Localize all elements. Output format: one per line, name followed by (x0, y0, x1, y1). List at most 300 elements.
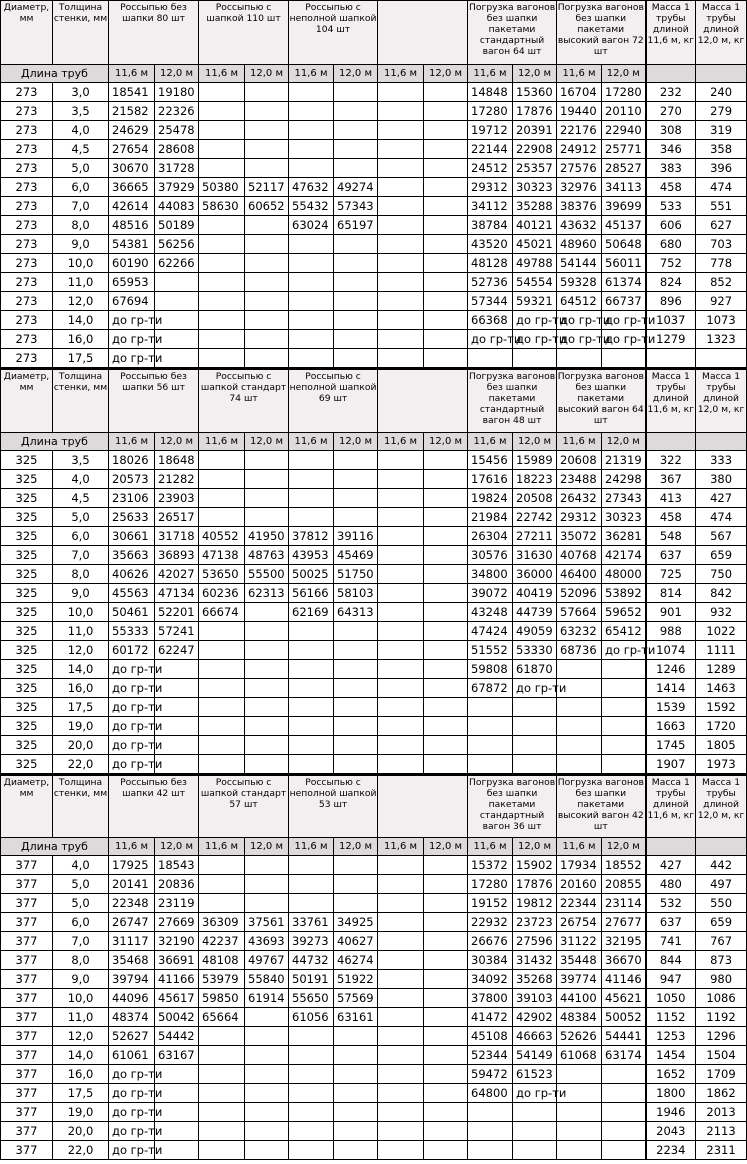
table-cell (334, 698, 378, 717)
table-cell: 7,0 (53, 932, 109, 951)
table-cell: 53330 (513, 641, 557, 660)
table-cell: 50052 (602, 1008, 646, 1027)
table-cell: 61056 (289, 1008, 334, 1027)
table-cell (378, 622, 424, 641)
table-cell: 24629 (109, 121, 155, 140)
table-cell (245, 102, 289, 121)
table-cell (378, 1141, 424, 1160)
table-cell: 9,0 (53, 235, 109, 254)
wall-thickness-header: Толщина стенки, мм (53, 775, 109, 838)
length-12-0: 12,0 м (602, 65, 646, 83)
table-cell (378, 856, 424, 875)
table-cell (424, 603, 468, 622)
table-cell (289, 159, 334, 178)
table-cell (378, 717, 424, 736)
table-cell: 39116 (334, 527, 378, 546)
table-row (1, 1084, 747, 1103)
table-cell (199, 1122, 245, 1141)
table-row (1, 679, 747, 698)
table-cell (424, 584, 468, 603)
table-cell (378, 603, 424, 622)
table-cell: 814 (646, 584, 696, 603)
table-cell: 42902 (513, 1008, 557, 1027)
table-cell: 27343 (602, 489, 646, 508)
table-cell (378, 932, 424, 951)
table-cell: 54144 (557, 254, 602, 273)
length-11-6: 11,6 м (378, 838, 424, 856)
table-cell: до гр-ти (513, 330, 557, 349)
table-cell: 2113 (696, 1122, 747, 1141)
table-cell: 35288 (513, 197, 557, 216)
table-cell: 36893 (155, 546, 199, 565)
table-cell: 18543 (155, 856, 199, 875)
table-cell: 1086 (696, 989, 747, 1008)
table-cell: 5,0 (53, 508, 109, 527)
table-cell (378, 546, 424, 565)
table-cell: 17876 (513, 102, 557, 121)
table-cell (378, 254, 424, 273)
table-cell: 21319 (602, 451, 646, 470)
table-cell (424, 121, 468, 140)
table-cell: 824 (646, 273, 696, 292)
table-cell: 54381 (109, 235, 155, 254)
table-cell: 901 (646, 603, 696, 622)
table-cell (334, 1122, 378, 1141)
table-cell: 22908 (513, 140, 557, 159)
table-cell (199, 254, 245, 273)
table-row (1, 254, 747, 273)
table-cell: 15372 (468, 856, 513, 875)
table-cell (424, 894, 468, 913)
table-cell: 22326 (155, 102, 199, 121)
table-cell: 43953 (289, 546, 334, 565)
table-cell: 20110 (602, 102, 646, 121)
table-cell (245, 856, 289, 875)
table-cell (557, 717, 602, 736)
table-cell: 1652 (646, 1065, 696, 1084)
table-cell: 44100 (557, 989, 602, 1008)
table-cell: 27596 (513, 932, 557, 951)
table-cell: 427 (646, 856, 696, 875)
table-cell (334, 273, 378, 292)
table-cell: 377 (1, 1046, 53, 1065)
length-11-6: 11,6 м (289, 838, 334, 856)
table-cell: 52201 (155, 603, 199, 622)
table-cell (289, 273, 334, 292)
table-cell: 5,0 (53, 894, 109, 913)
table-cell: 4,5 (53, 140, 109, 159)
table-cell: 9,0 (53, 970, 109, 989)
length-11-6: 11,6 м (378, 433, 424, 451)
table-cell: 1907 (646, 755, 696, 775)
table-row (1, 83, 747, 102)
table-cell (245, 875, 289, 894)
table-cell (334, 641, 378, 660)
table-cell: 47632 (289, 178, 334, 197)
table-cell: 17876 (513, 875, 557, 894)
table-cell (513, 1141, 557, 1160)
table-cell: 39774 (557, 970, 602, 989)
length-12-0: 12,0 м (245, 838, 289, 856)
table-cell (289, 679, 334, 698)
table-cell: 26517 (155, 508, 199, 527)
standard-wagon-header: Погрузка вагонов без шапки пакетами стандартный вагон 64 шт (468, 1, 557, 65)
table-cell: 3,0 (53, 83, 109, 102)
table-cell (334, 875, 378, 894)
table-cell (378, 1046, 424, 1065)
table-cell: 53650 (199, 565, 245, 584)
table-cell: 50461 (109, 603, 155, 622)
table-cell: 270 (646, 102, 696, 121)
table-cell: 497 (696, 875, 747, 894)
table-cell: 44096 (109, 989, 155, 1008)
table-cell: 20508 (513, 489, 557, 508)
table-cell (334, 660, 378, 679)
table-cell: 20391 (513, 121, 557, 140)
table-cell (424, 178, 468, 197)
table-cell: 273 (1, 273, 53, 292)
table-cell: 55650 (289, 989, 334, 1008)
table-cell (245, 311, 289, 330)
length-12-0: 12,0 м (602, 433, 646, 451)
table-cell: 60172 (109, 641, 155, 660)
table-cell (424, 1065, 468, 1084)
table-cell: 377 (1, 1084, 53, 1103)
length-12-0: 12,0 м (424, 838, 468, 856)
table-cell: 44083 (155, 197, 199, 216)
table-cell: 1323 (696, 330, 747, 349)
table-cell (199, 292, 245, 311)
table-cell: 377 (1, 1141, 53, 1160)
table-cell (289, 717, 334, 736)
table-cell: 61914 (245, 989, 289, 1008)
table-cell: 49788 (513, 254, 557, 273)
table-cell: 63232 (557, 622, 602, 641)
table-cell: 48516 (109, 216, 155, 235)
table-cell: 377 (1, 1065, 53, 1084)
table-cell: 659 (696, 546, 747, 565)
table-cell (289, 1046, 334, 1065)
table-row (1, 641, 747, 660)
table-row (1, 1046, 747, 1065)
table-cell (334, 894, 378, 913)
length-11-6: 11,6 м (557, 838, 602, 856)
table-cell (334, 470, 378, 489)
table-cell: 1539 (646, 698, 696, 717)
table-cell (424, 311, 468, 330)
table-cell (424, 140, 468, 159)
table-cell (289, 641, 334, 660)
table-cell: 19,0 (53, 1103, 109, 1122)
table-cell: 36691 (155, 951, 199, 970)
table-cell: 319 (696, 121, 747, 140)
table-cell (334, 679, 378, 698)
table-cell (602, 1065, 646, 1084)
table-cell: 51750 (334, 565, 378, 584)
table-cell (334, 451, 378, 470)
table-cell: 842 (696, 584, 747, 603)
mass-sub-blank (646, 838, 696, 856)
table-cell (378, 216, 424, 235)
table-cell: 377 (1, 1122, 53, 1141)
table-row (1, 121, 747, 140)
table-cell: 51922 (334, 970, 378, 989)
table-cell: 11,0 (53, 273, 109, 292)
length-11-6: 11,6 м (199, 65, 245, 83)
table-cell (334, 1084, 378, 1103)
table-cell: 377 (1, 894, 53, 913)
table-cell: 752 (646, 254, 696, 273)
table-cell: 31630 (513, 546, 557, 565)
table-cell (334, 1046, 378, 1065)
table-cell: 54442 (155, 1027, 199, 1046)
table-cell (245, 292, 289, 311)
table-cell (245, 1141, 289, 1160)
table-cell: 46274 (334, 951, 378, 970)
table-row (1, 875, 747, 894)
table-cell: 54554 (513, 273, 557, 292)
table-cell (334, 292, 378, 311)
table-cell (378, 121, 424, 140)
table-cell: 5,0 (53, 159, 109, 178)
table-cell: 12,0 (53, 292, 109, 311)
table-cell (289, 349, 334, 369)
table-cell: 273 (1, 159, 53, 178)
table-cell: 65664 (199, 1008, 245, 1027)
table-cell (378, 1027, 424, 1046)
table-cell: 767 (696, 932, 747, 951)
table-cell (513, 1103, 557, 1122)
table-cell: 55840 (245, 970, 289, 989)
table-cell: 1253 (646, 1027, 696, 1046)
table-cell: 35448 (557, 951, 602, 970)
table-cell (245, 1065, 289, 1084)
table-cell: 741 (646, 932, 696, 951)
table-cell (245, 508, 289, 527)
table-cell: 46663 (513, 1027, 557, 1046)
high-wagon-header: Погрузка вагонов без шапки пакетами высокий вагон 42 шт (557, 775, 646, 838)
table-cell: 346 (646, 140, 696, 159)
table-cell: 38376 (557, 197, 602, 216)
table-cell: 844 (646, 951, 696, 970)
table-cell: 325 (1, 546, 53, 565)
table-cell (245, 121, 289, 140)
length-11-6: 11,6 м (109, 838, 155, 856)
table-cell: 55432 (289, 197, 334, 216)
table-cell (245, 235, 289, 254)
table-cell (199, 856, 245, 875)
table-cell: 39072 (468, 584, 513, 603)
table-row (1, 1122, 747, 1141)
table-cell: 273 (1, 330, 53, 349)
table-row (1, 717, 747, 736)
table-row (1, 894, 747, 913)
table-cell: 17,5 (53, 698, 109, 717)
table-row (1, 235, 747, 254)
table-cell: 65197 (334, 216, 378, 235)
table-cell: 4,0 (53, 470, 109, 489)
table-cell: 20608 (557, 451, 602, 470)
table-cell: 19180 (155, 83, 199, 102)
table-cell (513, 736, 557, 755)
table-cell (378, 1065, 424, 1084)
table-cell (199, 159, 245, 178)
table-cell (424, 1084, 468, 1103)
diameter-header: Диаметр, мм (1, 369, 53, 433)
table-cell (334, 102, 378, 121)
table-cell: 1246 (646, 660, 696, 679)
table-cell (334, 140, 378, 159)
table-cell: 25357 (513, 159, 557, 178)
table-cell (199, 641, 245, 660)
empty-group-header (378, 1, 468, 65)
table-cell (199, 1046, 245, 1065)
table-cell: 62169 (289, 603, 334, 622)
table-cell: 35072 (557, 527, 602, 546)
table-cell: 988 (646, 622, 696, 641)
table-row (1, 1027, 747, 1046)
table-cell: 680 (646, 235, 696, 254)
table-row (1, 216, 747, 235)
table-cell: 26754 (557, 913, 602, 932)
table-cell: 40768 (557, 546, 602, 565)
table-cell: 8,0 (53, 216, 109, 235)
length-12-0: 12,0 м (155, 65, 199, 83)
table-cell: 37561 (245, 913, 289, 932)
table-cell (199, 470, 245, 489)
table-cell (245, 254, 289, 273)
table-row (1, 197, 747, 216)
table-cell: 12,0 (53, 1027, 109, 1046)
table-cell (334, 235, 378, 254)
table-cell: 28608 (155, 140, 199, 159)
table-cell: 64313 (334, 603, 378, 622)
table-cell (199, 508, 245, 527)
table-cell (289, 102, 334, 121)
table-cell: 21582 (109, 102, 155, 121)
table-cell (289, 508, 334, 527)
table-cell (245, 641, 289, 660)
table-cell: 40552 (199, 527, 245, 546)
table-cell (199, 216, 245, 235)
table-cell (378, 970, 424, 989)
table-cell: 48384 (557, 1008, 602, 1027)
table-cell: 750 (696, 565, 747, 584)
table-cell (155, 292, 199, 311)
table-cell (289, 1027, 334, 1046)
table-cell: 43632 (557, 216, 602, 235)
length-11-6: 11,6 м (199, 433, 245, 451)
table-cell: 377 (1, 932, 53, 951)
table-cell (557, 1065, 602, 1084)
table-cell (199, 330, 245, 349)
table-cell: 396 (696, 159, 747, 178)
table-cell (289, 736, 334, 755)
table-cell: 442 (696, 856, 747, 875)
table-cell (289, 660, 334, 679)
table-cell: 852 (696, 273, 747, 292)
table-cell (245, 489, 289, 508)
table-cell: 322 (646, 451, 696, 470)
mass-11-6-header: Масса 1 трубы длиной 11,6 м, кг (646, 775, 696, 838)
table-row (1, 932, 747, 951)
table-cell: 45021 (513, 235, 557, 254)
table-cell (602, 679, 646, 698)
table-cell (424, 527, 468, 546)
table-cell (199, 736, 245, 755)
length-12-0: 12,0 м (155, 433, 199, 451)
table-cell (468, 698, 513, 717)
table-cell: 25633 (109, 508, 155, 527)
table-cell: 27576 (557, 159, 602, 178)
table-cell: до гр-ти (513, 311, 557, 330)
table-cell (334, 1103, 378, 1122)
table-cell: 8,0 (53, 565, 109, 584)
table-cell: 24512 (468, 159, 513, 178)
table-cell: 65953 (109, 273, 155, 292)
table-cell (245, 349, 289, 369)
table-cell: 68736 (557, 641, 602, 660)
table-cell: 47134 (155, 584, 199, 603)
table-cell: 47138 (199, 546, 245, 565)
table-cell (424, 546, 468, 565)
table-cell (289, 856, 334, 875)
table-cell: 31432 (513, 951, 557, 970)
table-cell: 273 (1, 311, 53, 330)
table-cell: 273 (1, 140, 53, 159)
table-cell (378, 755, 424, 775)
table-row (1, 1008, 747, 1027)
table-cell: 3,5 (53, 451, 109, 470)
table-cell (334, 717, 378, 736)
table-cell (199, 451, 245, 470)
table-cell (378, 584, 424, 603)
table-cell (378, 197, 424, 216)
table-cell (245, 1046, 289, 1065)
table-cell: 325 (1, 660, 53, 679)
table-cell: 26676 (468, 932, 513, 951)
table-cell: 66737 (602, 292, 646, 311)
table-cell: 20855 (602, 875, 646, 894)
mass-11-6-header: Масса 1 трубы длиной 11,6 м, кг (646, 369, 696, 433)
table-cell (289, 311, 334, 330)
table-cell (245, 660, 289, 679)
table-cell: 20,0 (53, 1122, 109, 1141)
table-cell (424, 698, 468, 717)
table-cell: 59472 (468, 1065, 513, 1084)
table-cell: до гр-ти (109, 660, 155, 679)
table-cell: 273 (1, 102, 53, 121)
table-cell: 44732 (289, 951, 334, 970)
table-cell (245, 159, 289, 178)
table-cell: 725 (646, 565, 696, 584)
table-cell: 273 (1, 349, 53, 369)
table-cell: 20573 (109, 470, 155, 489)
table-cell: 22940 (602, 121, 646, 140)
table-cell: 19712 (468, 121, 513, 140)
table-cell: 34800 (468, 565, 513, 584)
table-cell (602, 698, 646, 717)
table-cell (557, 736, 602, 755)
table-cell: 55333 (109, 622, 155, 641)
table-cell (468, 349, 513, 369)
table-cell: 548 (646, 527, 696, 546)
table-cell: 45137 (602, 216, 646, 235)
section-header (1, 369, 747, 433)
table-cell: 20836 (155, 875, 199, 894)
table-cell: 25771 (602, 140, 646, 159)
table-cell: до гр-ти (109, 1084, 155, 1103)
